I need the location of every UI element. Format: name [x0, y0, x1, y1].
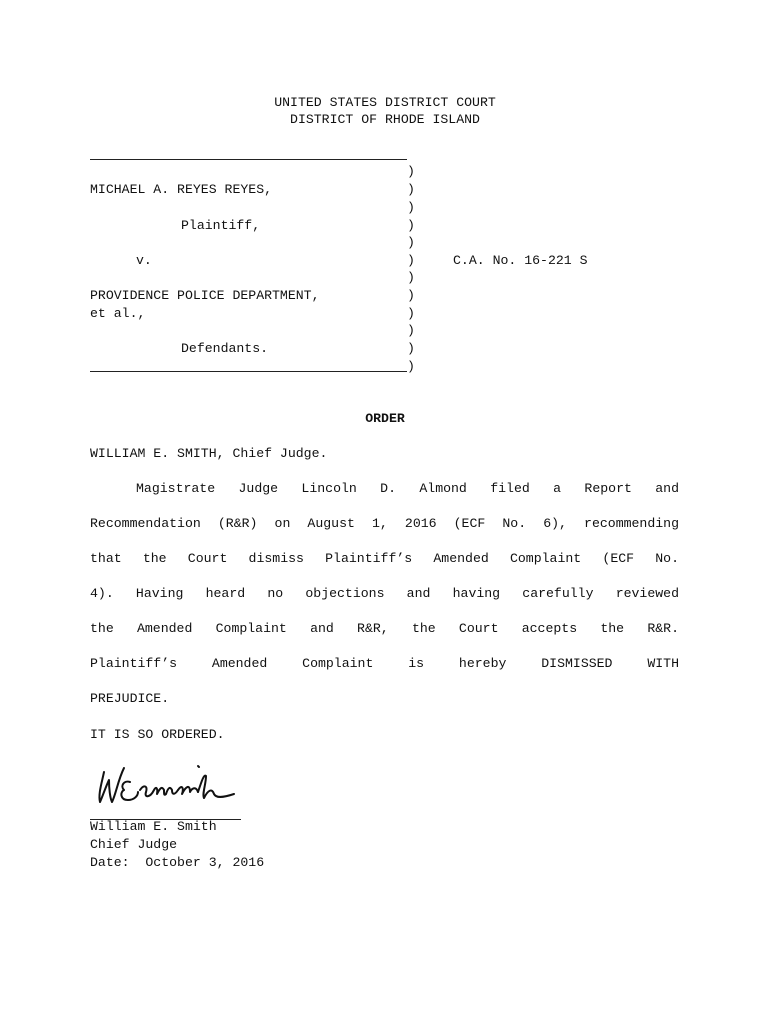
court-district: DISTRICT OF RHODE ISLAND [290, 112, 480, 127]
body-line: Recommendation (R&R) on August 1, 2016 (ECF No. 6), recommending [90, 516, 679, 531]
caption-paren: ) [407, 218, 415, 233]
caption-paren: ) [407, 341, 415, 356]
caption-paren: ) [407, 200, 415, 215]
caption-top-rule [90, 159, 407, 160]
caption-paren: ) [407, 182, 415, 197]
caption-paren: ) [407, 164, 415, 179]
plaintiff-role: Plaintiff, [181, 218, 261, 233]
case-number: C.A. No. 16-221 S [453, 253, 588, 268]
caption-paren: ) [407, 253, 415, 268]
caption-paren: ) [407, 306, 415, 321]
caption-paren: ) [407, 235, 415, 250]
so-ordered: IT IS SO ORDERED. [90, 727, 225, 742]
caption-paren: ) [407, 288, 415, 303]
signature-date: Date: October 3, 2016 [90, 855, 265, 870]
defendant-role: Defendants. [181, 341, 269, 356]
body-line: Plaintiff’s Amended Complaint is hereby DISMISSED WITH [90, 656, 679, 671]
caption-bottom-rule [90, 371, 407, 372]
body-line: that the Court dismiss Plaintiff’s Amended Complaint (ECF No. [90, 551, 679, 566]
order-title: ORDER [365, 411, 405, 426]
caption-paren: ) [407, 270, 415, 285]
signer-title: Chief Judge [90, 837, 178, 852]
plaintiff-name: MICHAEL A. REYES REYES, [90, 182, 273, 197]
versus-label: v. [136, 253, 152, 268]
body-line: 4). Having heard no objections and having carefully reviewed [90, 586, 679, 601]
body-line: Magistrate Judge Lincoln D. Almond filed a Report and [136, 481, 679, 496]
body-line: the Amended Complaint and R&R, the Court accepts the R&R. [90, 621, 679, 636]
body-line-last: PREJUDICE. [90, 691, 170, 706]
handwritten-signature [94, 760, 244, 812]
defendant-name: PROVIDENCE POLICE DEPARTMENT, [90, 288, 320, 303]
judge-line: WILLIAM E. SMITH, Chief Judge. [90, 446, 328, 461]
caption-paren: ) [407, 323, 415, 338]
signer-name: William E. Smith [90, 819, 217, 834]
defendant-name-cont: et al., [90, 306, 146, 321]
caption-paren: ) [407, 359, 415, 374]
court-name: UNITED STATES DISTRICT COURT [274, 95, 496, 110]
